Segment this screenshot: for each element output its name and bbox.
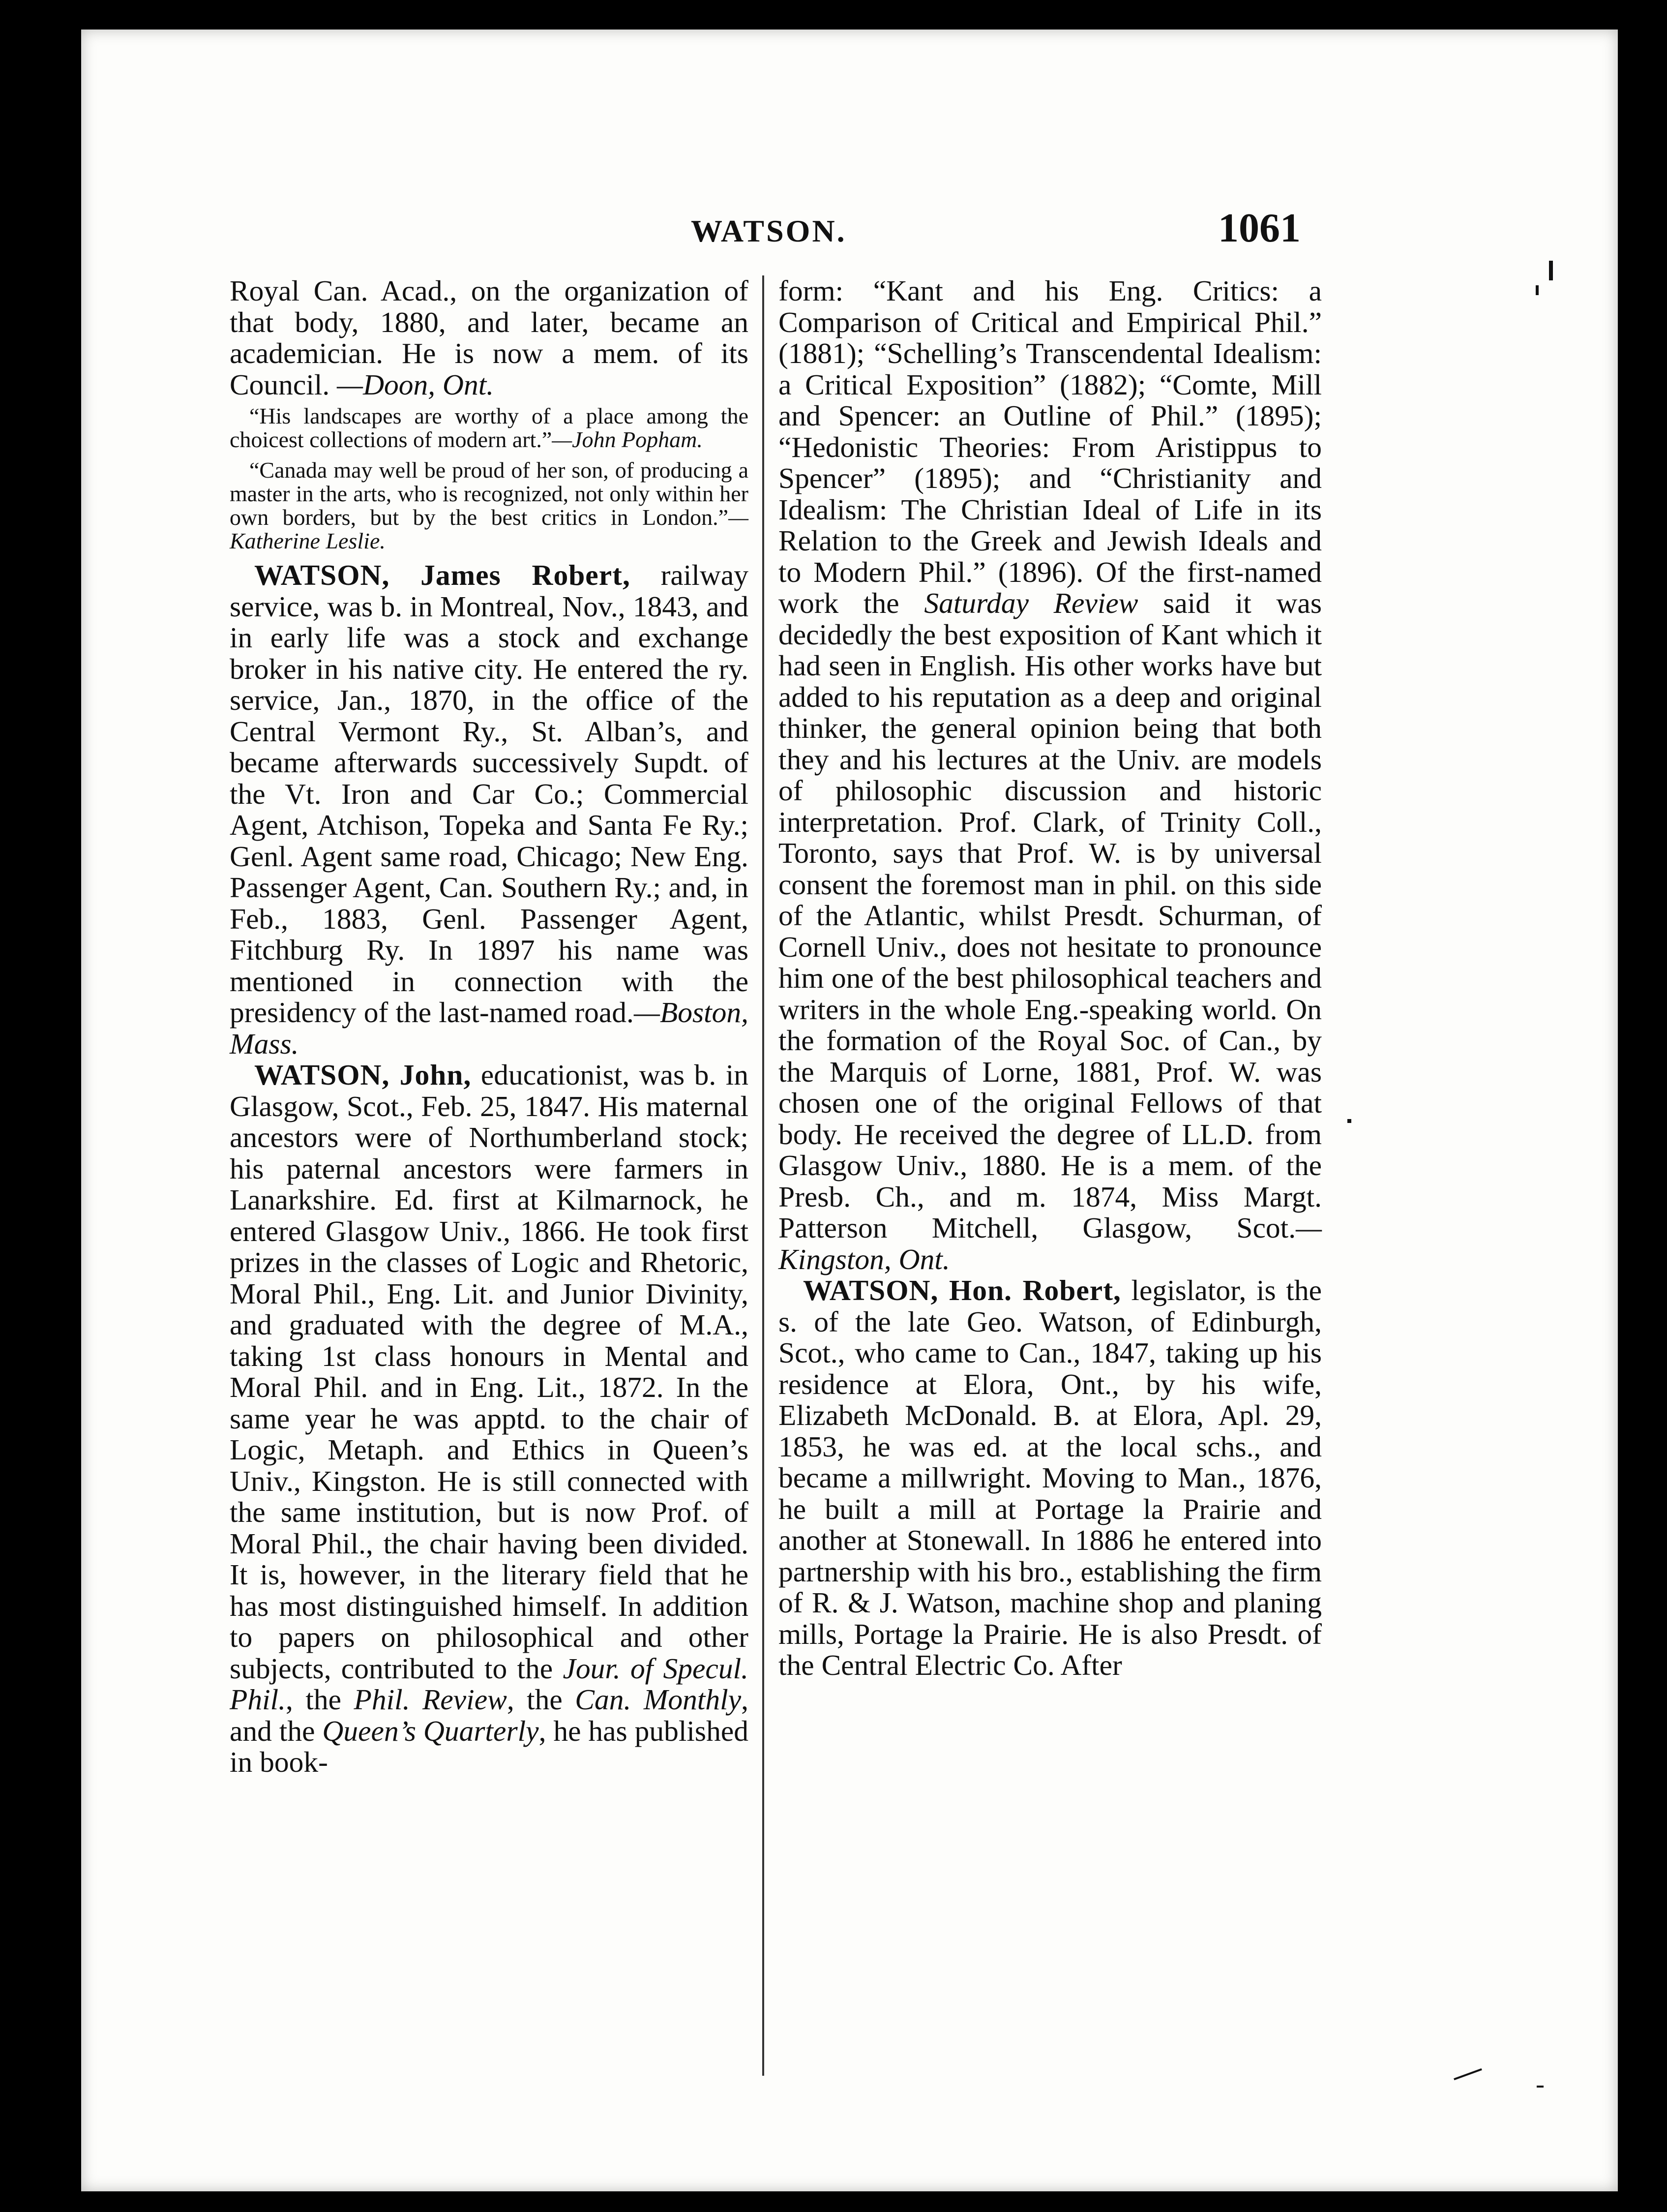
right-column (778, 275, 1322, 1681)
running-head: WATSON. (691, 213, 847, 248)
entry-name: WATSON, Hon. Robert, (803, 1274, 1121, 1306)
entry-text: , the (506, 1683, 575, 1716)
left-column (230, 275, 748, 1778)
entry-robert-watson (778, 1275, 1322, 1681)
journal-title: Queen’s Quarterly (322, 1714, 539, 1747)
quote-source: —John Popham. (552, 427, 703, 452)
entry-text: railway service, was b. in Montreal, Nov., 1843, and in early life was a stock and exchange broker in his native city. He entered the ry. service, Jan., 1870, in the office of the Central Vermont Ry., St. Alban’s, and became afterwards successively Supdt. of the Vt. Iron and Car Co.; Commercial Agent, Atchison, Topeka and Santa Fe Ry.; Genl. Agent same road, Chicago; New Eng. Passenger Agent, Can. Southern Ry.; and, in Feb., 1883, Genl. Passenger Agent, Fitchburg Ry. In 1897 his name was mentioned in connection with the presidency of the last-named road. (230, 559, 748, 1029)
entry-text: educationist, was b. in Glasgow, Scot., Feb. 25, 1847. His maternal ancestors were of Northumberland stock; his paternal ancestors were farmers in Lanarkshire. Ed. first at Kilmarnock, he entered Glasgow Univ., 1866. He took first prizes in the classes of Logic and Rhetoric, Moral Phil., Eng. Lit. and Junior Divinity, and graduated with the degree of M.A., taking 1st class honours in Mental and Moral Phil. and in Eng. Lit., 1872. In the same year he was apptd. to the chair of Logic, Metaph. and Ethics in Queen’s Univ., Kingston. He is still connected with the same institution, but is now Prof. of Moral Phil., the chair having been divided. It is, however, in the literary field that he has most distinguished himself. In addition to papers on philosophical and other subjects, contributed to the (230, 1059, 748, 1685)
quotation (230, 458, 748, 553)
scan-speck (1537, 2086, 1544, 2088)
entry-text: , the (286, 1683, 354, 1716)
entry-john-watson (230, 1060, 748, 1778)
quote-text: “Canada may well be proud of her son, of producing a master in the arts, who is recognized, not only within her own borders, but by the best critics in London.” (230, 457, 748, 530)
location: —Doon, Ont. (337, 368, 494, 401)
entry-text: , he has published in book- (230, 1714, 748, 1778)
entry-continuation (230, 275, 748, 400)
location: —Kingston, Ont. (778, 1212, 1322, 1275)
journal-title: Jour. of Specul. Phil. (230, 1652, 748, 1716)
entry-text: form: “Kant and his Eng. Critics: a Comparison of Critical and Empirical Phil.” (1881); “Schelling’s Transcendental Idealism: a Critical Exposition” (1882); “Comte, Mill and Spencer: an Outline of Phil.” (1895); “Hedonistic Theories: From Aristippus to Spencer” (1895); and “Christianity and Idealism: The Christian Ideal of Life in its Relation to the Greek and Jewish Ideals and to Modern Phil.” (1896). Of the first-named work the (778, 274, 1322, 619)
scan-speck (1549, 261, 1553, 280)
column-rule (762, 275, 764, 2076)
entry-text: legislator, is the s. of the late Geo. Watson, of Edinburgh, Scot., who came to Can., 1847, taking up his residence at Elora, Ont., by his wife, Elizabeth McDonald. B. at Elora, Apl. 29, 1853, he was ed. at the local schs., and became a millwright. Moving to Man., 1876, he built a mill at Portage la Prairie and another at Stonewall. In 1886 he entered into partnership with his bro., establishing the firm of R. & J. Watson, machine shop and planing mills, Portage la Prairie. He is also Presdt. of the Central Electric Co. After (778, 1274, 1322, 1681)
journal-title: Can. Monthly (575, 1683, 742, 1716)
location: —Boston, Mass. (230, 996, 748, 1060)
scan-speck (1347, 1119, 1351, 1123)
entry-james-robert-watson (230, 560, 748, 1060)
entry-name: WATSON, John, (254, 1059, 472, 1091)
page-header (691, 204, 1301, 258)
entry-name: WATSON, James Robert, (254, 559, 630, 591)
entry-continuation (778, 275, 1322, 1275)
entry-text: , and the (230, 1683, 748, 1747)
scan-speck (1536, 285, 1539, 295)
journal-title: Phil. Review (354, 1683, 507, 1716)
journal-title: Saturday Review (924, 587, 1138, 619)
quote-text: “His landscapes are worthy of a place among the choicest collections of modern art.” (230, 403, 748, 452)
page-number: 1061 (1218, 205, 1301, 251)
scan-speck (1454, 2068, 1482, 2080)
quote-source: —Katherine Leslie. (230, 505, 748, 553)
entry-text: said it was decidedly the best exposition of Kant which it had seen in English. His other works have but added to his reputation as a deep and original thinker, the general opinion being that both they and his lectures at the Univ. are models of philosophic discussion and historic interpretation. Prof. Clark, of Trinity Coll., Toronto, says that Prof. W. is by universal consent the foremost man in phil. on this side of the Atlantic, whilst Presdt. Schurman, of Cornell Univ., does not hesitate to pronounce him one of the best philosophical teachers and writers in the whole Eng.-speaking world. On the formation of the Royal Soc. of Can., by the Marquis of Lorne, 1881, Prof. W. was chosen one of the original Fellows of that body. He received the degree of LL.D. from Glasgow Univ., 1880. He is a mem. of the Presb. Ch., and m. 1874, Miss Margt. Patterson Mitchell, Glasgow, Scot. (778, 587, 1322, 1244)
quotation (230, 404, 748, 452)
continuation-text: Royal Can. Acad., on the organization of that body, 1880, and later, became an academician. He is now a mem. of its Council. (230, 274, 748, 401)
document-page (81, 30, 1618, 2191)
